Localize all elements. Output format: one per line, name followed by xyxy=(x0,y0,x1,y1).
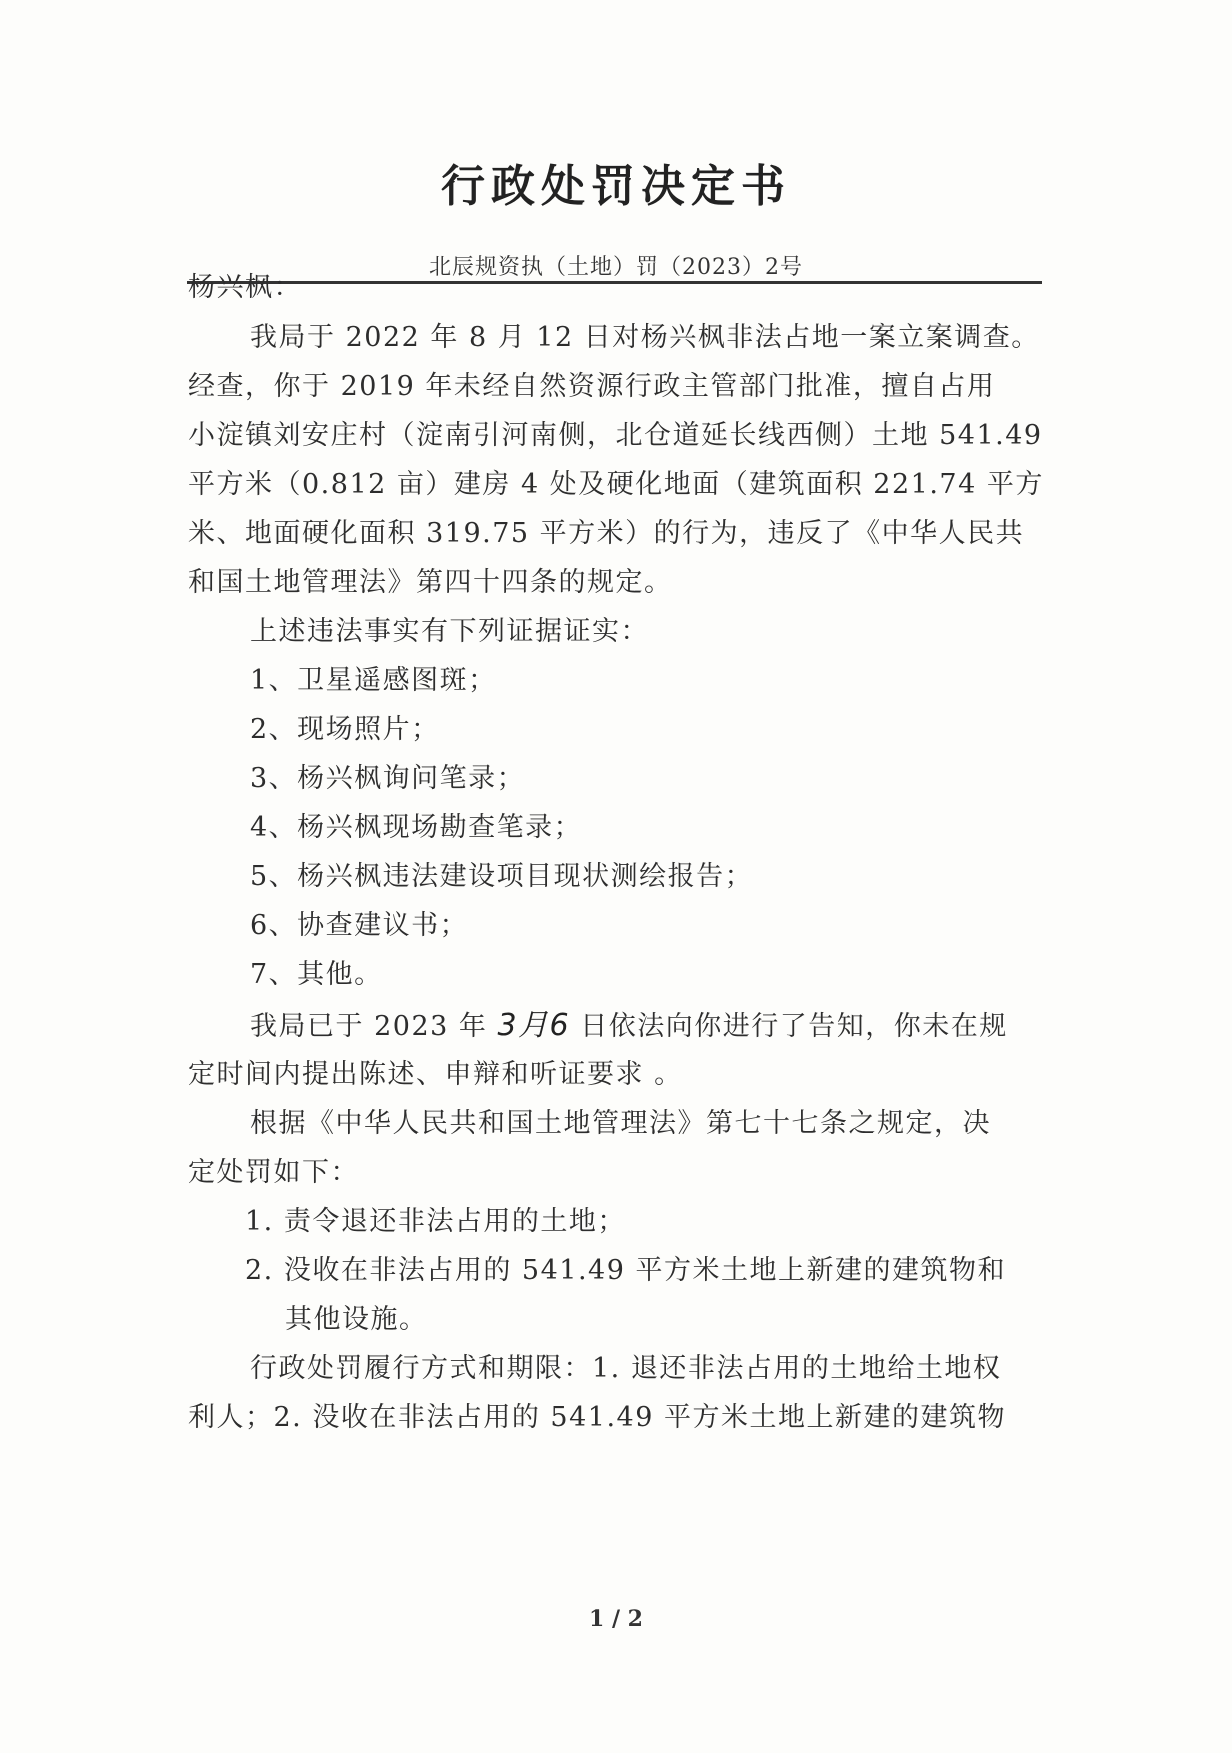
evidence-item-6: 6、协查建议书； xyxy=(250,910,469,941)
notice-line-2: 定时间内提出陈述、申辩和听证要求 。 xyxy=(188,1059,683,1090)
evidence-heading: 上述违法事实有下列证据证实： xyxy=(250,616,649,647)
evidence-item-7: 7、其他。 xyxy=(250,959,383,990)
body-line-5: 米、地面硬化面积 319.75 平方米）的行为，违反了《中华人民共 xyxy=(188,518,1025,549)
body-line-4: 平方米（0.812 亩）建房 4 处及硬化地面（建筑面积 221.74 平方 xyxy=(188,469,1044,500)
handwritten-date: 3月6 xyxy=(497,1008,571,1043)
evidence-item-1: 1、卫星遥感图斑； xyxy=(250,665,497,696)
evidence-item-4: 4、杨兴枫现场勘查笔录； xyxy=(250,812,583,843)
method-line-1: 行政处罚履行方式和期限：1. 退还非法占用的土地给土地权 xyxy=(250,1353,1002,1384)
notice-prefix: 我局已于 2023 年 xyxy=(250,1011,498,1042)
notice-line-1 xyxy=(250,1008,1050,1045)
body-line-3: 小淀镇刘安庄村（淀南引河南侧，北仓道延长线西侧）土地 541.49 xyxy=(188,420,1043,451)
notice-suffix: 日依法向你进行了告知，你未在规 xyxy=(570,1011,1008,1042)
body-line-1: 我局于 2022 年 8 月 12 日对杨兴枫非法占地一案立案调查。 xyxy=(250,322,1040,353)
penalty-item-2-cont: 其他设施。 xyxy=(285,1304,428,1335)
penalty-item-2: 2. 没收在非法占用的 541.49 平方米土地上新建的建筑物和 xyxy=(245,1255,1006,1286)
evidence-item-3: 3、杨兴枫询问笔录； xyxy=(250,763,526,794)
body-line-2: 经查，你于 2019 年未经自然资源行政主管部门批准，擅自占用 xyxy=(188,371,996,402)
evidence-item-2: 2、现场照片； xyxy=(250,714,440,745)
page-number: 1 / 2 xyxy=(589,1606,643,1632)
penalty-item-1: 1. 责令退还非法占用的土地； xyxy=(245,1206,626,1237)
body-line-6: 和国土地管理法》第四十四条的规定。 xyxy=(188,567,673,598)
document-title: 行政处罚决定书 xyxy=(441,161,791,212)
basis-line-1: 根据《中华人民共和国土地管理法》第七十七条之规定，决 xyxy=(250,1108,991,1139)
document-number: 北辰规资执（土地）罚（2023）2号 xyxy=(429,255,803,280)
method-line-2: 利人；2. 没收在非法占用的 541.49 平方米土地上新建的建筑物 xyxy=(188,1402,1006,1433)
addressee: 杨兴枫： xyxy=(188,272,302,303)
basis-line-2: 定处罚如下： xyxy=(188,1157,359,1188)
evidence-item-5: 5、杨兴枫违法建设项目现状测绘报告； xyxy=(250,861,754,892)
